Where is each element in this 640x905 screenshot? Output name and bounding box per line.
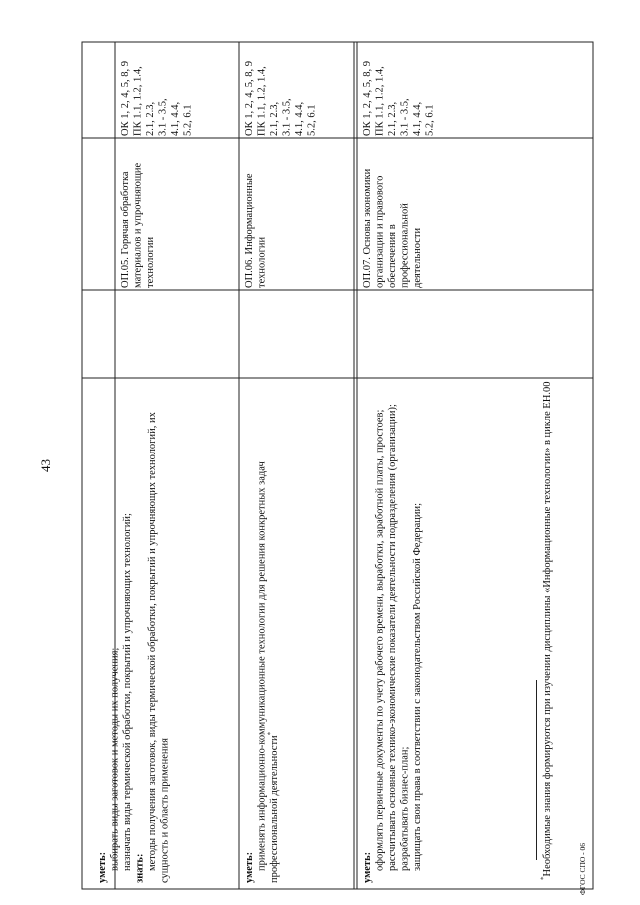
competency-line: ПК 1.1, 1.2, 1.4, [132,66,144,136]
competency-line: 3.1 - 3.5, [399,98,411,136]
page-number-display: 43 [38,459,53,472]
footnote-rule [536,680,537,860]
competency-line: ОК 1, 2, 4, 5, 8, 9 [120,61,131,136]
competency-line: ОК 1, 2, 4, 5, 8, 9 [244,61,255,136]
competency-line: 3.1 - 3.5, [281,98,293,136]
competency-line: 4.1, 4.4, [170,101,181,136]
competency-line: 2.1, 2.3, [269,101,280,136]
skill-item: оформлять первичные документы по учету рабочего времени, выработки, заработной платы, простоев; [374,409,386,871]
discipline-name: ОП.05. Горячая обработка материалов и упрочняющие технологии [120,162,156,288]
znat-label: знать: [134,853,146,883]
competency-line: 4.1, 4.4, [294,101,305,136]
footnote-text: Необходимые знания формируются при изучении дисциплины «Информационные технологии» в цикле ЕН.00 [542,381,553,877]
competency-line: 3.1 - 3.5, [157,98,169,136]
skill-item: выбирать виды заготовок и методы их получения; [109,647,121,871]
competency-line: ОК 1, 2, 4, 5, 8, 9 [362,61,373,136]
competency-line: 5.2, 6.1 [424,104,436,136]
footnote [539,180,560,880]
discipline-name: ОП.07. Основы экономики организации и правового обеспечения в профессиональной деятельности [362,168,423,288]
discipline-name: ОП.06. Информационные технологии [244,173,268,288]
competency-line: 2.1, 2.3, [387,101,398,136]
competency-line: 5.2, 6.1 [306,104,318,136]
competency-line: 5.2, 6.1 [182,104,194,136]
competency-line: ПК 1.1, 1.2, 1.4, [256,66,268,136]
knowledge-item: методы получения заготовок, виды термической обработки, покрытий и упрочняющих технологий, их сущность и область применения [147,412,171,883]
umet-label: уметь: [362,851,373,883]
footnote-mark: * [539,876,548,880]
umet-label: уметь: [244,851,255,883]
skill-item: назначать виды термической обработки, покрытий и упрочняющих технологий; [122,513,133,871]
competency-line: 4.1, 4.4, [412,101,423,136]
footer-code: ФГОС СПО - 06 [578,842,587,895]
competency-line: 2.1, 2.3, [145,101,156,136]
skill-item: защищать свои права в соответствии с законодательством Российской Федерации; [412,502,423,871]
skill-item: рассчитывать основные технико-экономические показатели деятельности подразделения (организации); [387,404,398,871]
skill-item: разрабатывать бизнес-план; [399,746,411,871]
skill-item-text: применять информационно-коммуникационные технологии для решения конкретных задач профессиональной деятельности [256,461,280,883]
footnote-ref: * [266,731,275,736]
competency-line: ПК 1.1, 1.2, 1.4, [374,66,386,136]
umet-label: уметь: [97,851,108,883]
